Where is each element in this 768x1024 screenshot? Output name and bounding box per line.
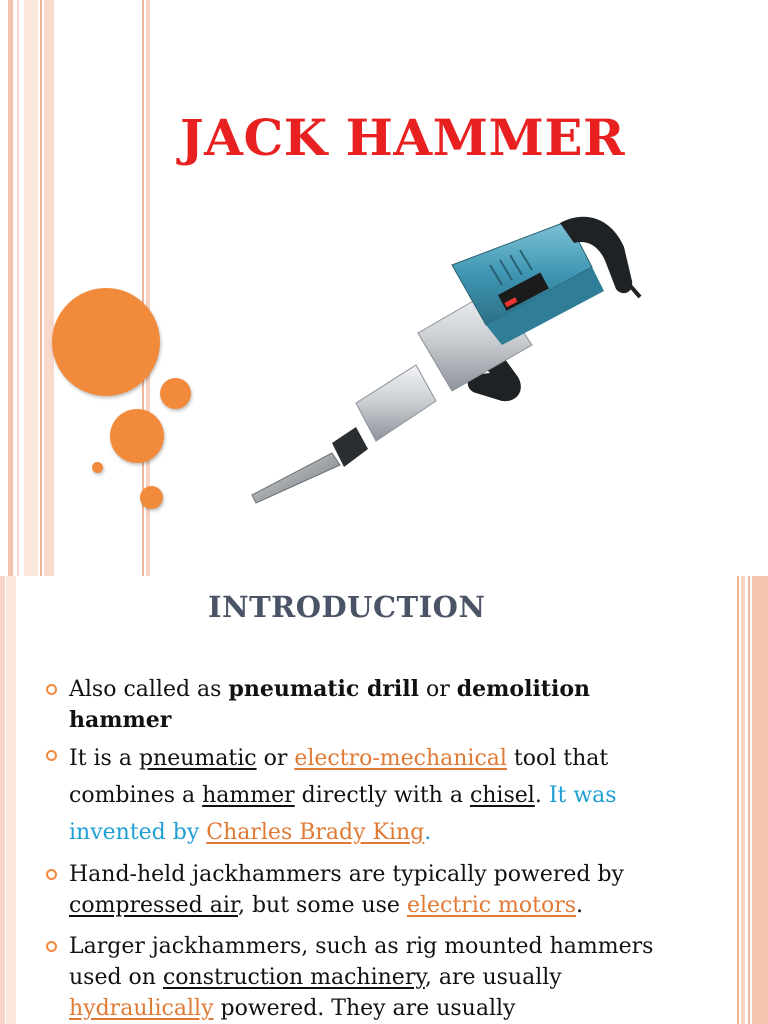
bullet-text: , but some use: [237, 893, 407, 918]
bullet-item: [46, 859, 666, 921]
bullet-item: [46, 674, 666, 736]
link-electric-motors[interactable]: electric motors: [406, 893, 577, 918]
bullet-circle-icon: [46, 941, 57, 952]
decorative-circle: [110, 409, 164, 463]
bullet-text: tool that combines a: [69, 746, 609, 808]
right-stripe: [752, 576, 768, 1024]
slide-heading: INTRODUCTION: [208, 590, 486, 624]
introduction-slide: [0, 576, 768, 1024]
bullet-text: Hand-held jackhammers are typically powered by: [69, 862, 624, 887]
jackhammer-image: [240, 205, 650, 515]
bullet-text: , are usually: [424, 965, 562, 990]
bullet-text: Also called as: [69, 677, 229, 702]
bullet-text: Larger jackhammers, such as rig mounted hammers used on: [69, 934, 654, 990]
bullet-text: .: [534, 783, 549, 808]
bullet-list: [46, 674, 666, 1024]
bullet-text: or: [256, 746, 295, 771]
bullet-text: or: [419, 677, 457, 702]
bullet-text: It is a: [69, 746, 139, 771]
slide-title: JACK HAMMER: [180, 108, 626, 167]
bullet-circle-icon: [46, 750, 57, 761]
link-electro-mechanical[interactable]: electro-mechanical: [294, 746, 507, 771]
left-stripe: [44, 0, 54, 576]
underlined-term: hammer: [202, 783, 295, 808]
bullet-item: [46, 931, 666, 1024]
underlined-term: construction machinery: [162, 965, 425, 990]
underlined-term: pneumatic: [138, 746, 257, 771]
decorative-circle-large: [52, 288, 160, 396]
left-stripe: [8, 0, 13, 576]
bullet-circle-icon: [46, 684, 57, 695]
bullet-text: .: [576, 893, 584, 918]
right-stripe: [741, 576, 745, 1024]
link-hydraulically[interactable]: hydraulically: [69, 996, 214, 1021]
bullet-text: directly with a: [294, 783, 470, 808]
left-stripe: [24, 0, 38, 576]
bold-term: pneumatic drill: [228, 676, 419, 702]
right-stripe: [748, 576, 750, 1024]
left-stripe: [40, 0, 42, 576]
bullet-text: powered. They are usually: [213, 996, 516, 1021]
left-stripe: [17, 0, 19, 576]
link-charles-brady-king[interactable]: Charles Brady King: [206, 820, 425, 845]
highlight-text: .: [424, 820, 432, 845]
underlined-term: compressed air: [69, 893, 238, 918]
underlined-term: chisel: [469, 783, 535, 808]
left-stripe: [0, 576, 5, 1024]
decorative-circle: [160, 378, 191, 409]
decorative-circle: [92, 462, 103, 473]
bullet-circle-icon: [46, 869, 57, 880]
highlight-text: It was invented by: [69, 783, 617, 845]
right-stripe: [737, 576, 739, 1024]
bold-term: demolition hammer: [69, 676, 590, 733]
decorative-circle: [140, 486, 163, 509]
bullet-item: [46, 740, 666, 851]
left-stripe: [6, 576, 16, 1024]
